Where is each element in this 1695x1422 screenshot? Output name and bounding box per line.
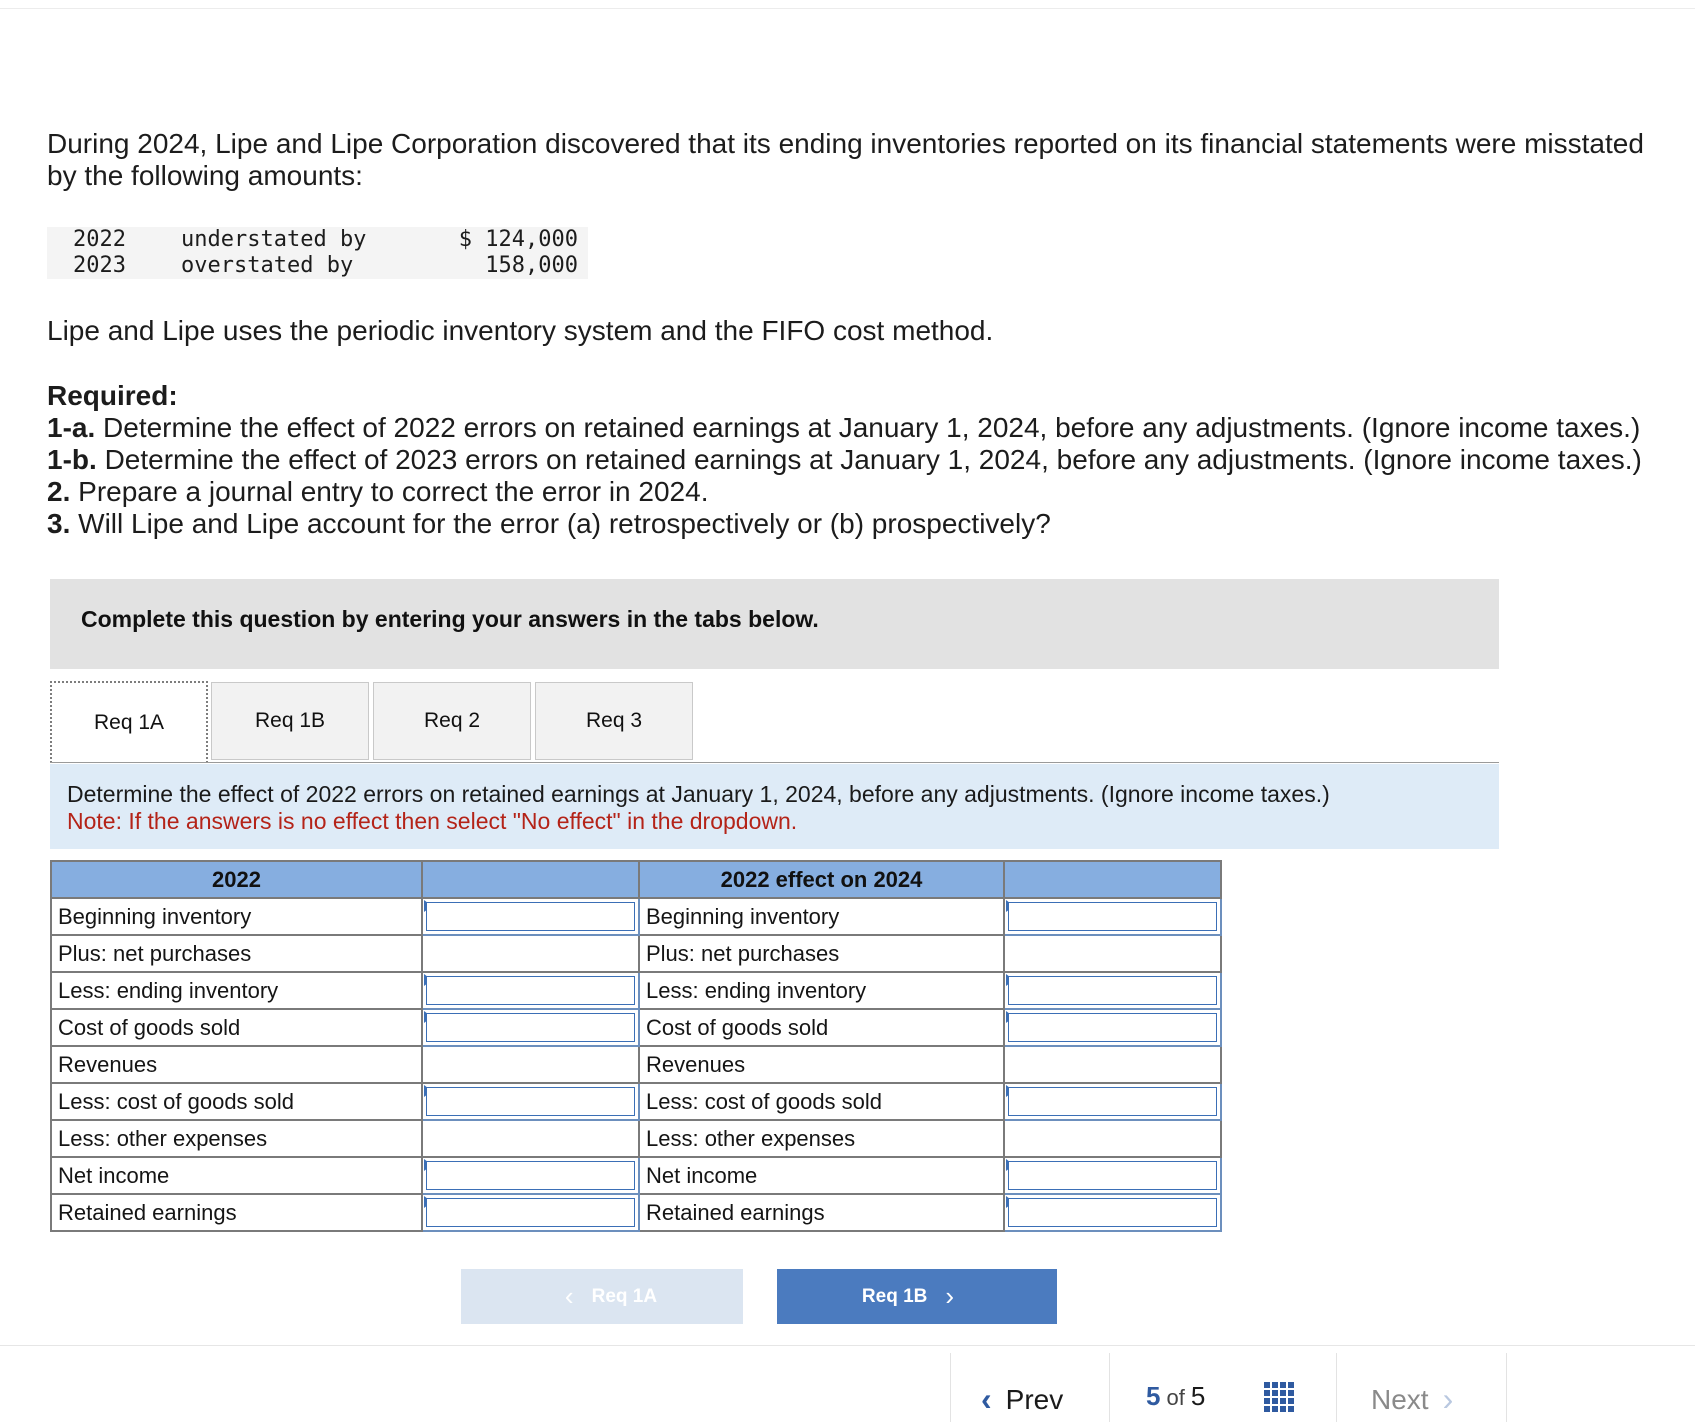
pager-separator <box>1336 1353 1337 1422</box>
table-row <box>51 1009 1221 1046</box>
table-row <box>51 898 1221 935</box>
misstatement-table <box>47 227 588 279</box>
misstatement-description: overstated by <box>181 253 354 278</box>
next-question-button[interactable] <box>1371 1381 1453 1418</box>
table-row <box>51 1083 1221 1120</box>
amount-dropdown-2022[interactable] <box>422 1083 639 1120</box>
amount-dropdown-2024[interactable] <box>1004 972 1221 1009</box>
row-label-2024: Net income <box>639 1157 1004 1194</box>
header-2022: 2022 <box>51 861 422 898</box>
footer-divider <box>0 1345 1695 1346</box>
question-counter <box>1146 1381 1205 1412</box>
next-req-label: Req 1B <box>861 1285 928 1307</box>
row-label-2024: Less: ending inventory <box>639 972 1004 1009</box>
row-label-2024: Beginning inventory <box>639 898 1004 935</box>
amount-cell-2024 <box>1004 935 1221 972</box>
table-header-row <box>51 861 1221 898</box>
of-label: of <box>1166 1385 1185 1410</box>
chevron-right-icon: › <box>1442 1381 1454 1417</box>
prev-question-button[interactable] <box>981 1381 1063 1418</box>
amount-dropdown-2024[interactable] <box>1004 1009 1221 1046</box>
amount-cell-2024 <box>1004 1120 1221 1157</box>
amount-cell-2022 <box>422 1120 639 1157</box>
required-heading: Required: <box>47 380 178 411</box>
amount-cell-2022 <box>422 935 639 972</box>
prev-question-label: Prev <box>1005 1383 1064 1415</box>
misstatement-year: 2022 <box>73 227 126 252</box>
misstatement-description: understated by <box>181 227 367 252</box>
instruction-text: Determine the effect of 2022 errors on retained earnings at January 1, 2024, before any adjustments. (Ignore income taxes.) <box>67 781 1330 807</box>
row-label-2022: Revenues <box>51 1046 422 1083</box>
row-label-2022: Cost of goods sold <box>51 1009 422 1046</box>
required-item-text: Determine the effect of 2022 errors on retained earnings at January 1, 2024, before any adjustments. (Ignore income taxes.) <box>103 412 1641 443</box>
header-blank <box>422 861 639 898</box>
amount-dropdown-2024[interactable] <box>1004 1194 1221 1231</box>
amount-dropdown-2022[interactable] <box>422 898 639 935</box>
misstatement-year: 2023 <box>73 253 126 278</box>
row-label-2022: Retained earnings <box>51 1194 422 1231</box>
method-text: Lipe and Lipe uses the periodic inventory system and the FIFO cost method. <box>47 315 994 346</box>
row-label-2024: Plus: net purchases <box>639 935 1004 972</box>
row-label-2022: Less: other expenses <box>51 1120 422 1157</box>
misstatement-row <box>47 253 588 279</box>
row-label-2022: Net income <box>51 1157 422 1194</box>
amount-dropdown-2022[interactable] <box>422 1157 639 1194</box>
table-row <box>51 1194 1221 1231</box>
required-section <box>47 380 1687 540</box>
row-label-2024: Cost of goods sold <box>639 1009 1004 1046</box>
misstatement-amount: $ 124,000 <box>458 227 578 252</box>
required-item <box>47 412 1687 444</box>
required-item-number: 2. <box>47 476 71 507</box>
row-label-2022: Plus: net purchases <box>51 935 422 972</box>
row-label-2022: Less: cost of goods sold <box>51 1083 422 1120</box>
prev-req-button[interactable] <box>461 1269 743 1324</box>
amount-dropdown-2022[interactable] <box>422 1194 639 1231</box>
row-label-2024: Retained earnings <box>639 1194 1004 1231</box>
row-label-2024: Revenues <box>639 1046 1004 1083</box>
row-label-2022: Less: ending inventory <box>51 972 422 1009</box>
prev-req-label: Req 1A <box>591 1285 658 1307</box>
required-item <box>47 444 1687 476</box>
tab-req-1b[interactable]: Req 1B <box>211 682 369 760</box>
required-item <box>47 508 1687 540</box>
instructions-panel <box>50 579 1499 669</box>
amount-cell-2022 <box>422 1046 639 1083</box>
amount-cell-2024 <box>1004 1046 1221 1083</box>
tab-req-1a[interactable]: Req 1A <box>50 681 208 763</box>
misstatement-row <box>47 227 588 253</box>
total-questions: 5 <box>1190 1381 1206 1411</box>
current-question: 5 <box>1146 1381 1161 1411</box>
question-pager <box>950 1353 1507 1422</box>
table-row <box>51 1046 1221 1083</box>
required-item <box>47 476 1687 508</box>
amount-dropdown-2022[interactable] <box>422 972 639 1009</box>
header-2022-effect-on-2024: 2022 effect on 2024 <box>639 861 1004 898</box>
chevron-right-icon: › <box>945 1281 955 1311</box>
table-row <box>51 972 1221 1009</box>
table-row <box>51 1157 1221 1194</box>
required-item-number: 3. <box>47 508 71 539</box>
tab-divider <box>50 762 1499 763</box>
tab-req-2[interactable]: Req 2 <box>373 682 531 760</box>
question-grid-icon[interactable] <box>1264 1382 1294 1412</box>
row-label-2024: Less: other expenses <box>639 1120 1004 1157</box>
amount-dropdown-2024[interactable] <box>1004 1157 1221 1194</box>
problem-intro: During 2024, Lipe and Lipe Corporation discovered that its ending inventories reported on its financial statements were misstated by the following amounts: <box>47 128 1644 191</box>
tab-req-3[interactable]: Req 3 <box>535 682 693 760</box>
next-req-button[interactable] <box>777 1269 1057 1324</box>
amount-dropdown-2024[interactable] <box>1004 898 1221 935</box>
top-divider <box>0 8 1695 9</box>
amount-dropdown-2022[interactable] <box>422 1009 639 1046</box>
chevron-left-icon: ‹ <box>981 1381 992 1417</box>
panel-heading: Complete this question by entering your answers in the tabs below. <box>81 606 819 632</box>
amount-dropdown-2024[interactable] <box>1004 1083 1221 1120</box>
required-item-text: Will Lipe and Lipe account for the error (a) retrospectively or (b) prospectively? <box>78 508 1051 539</box>
row-label-2022: Beginning inventory <box>51 898 422 935</box>
effect-table <box>50 860 1222 1232</box>
tab-bar <box>50 681 1499 763</box>
instruction-note: Note: If the answers is no effect then select "No effect" in the dropdown. <box>67 808 798 834</box>
required-item-text: Prepare a journal entry to correct the error in 2024. <box>78 476 709 507</box>
pager-separator <box>1109 1353 1110 1422</box>
table-row <box>51 1120 1221 1157</box>
misstatement-amount: 158,000 <box>485 253 578 278</box>
header-blank <box>1004 861 1221 898</box>
required-item-number: 1-b. <box>47 444 97 475</box>
row-label-2024: Less: cost of goods sold <box>639 1083 1004 1120</box>
chevron-left-icon: ‹ <box>564 1281 574 1311</box>
required-item-number: 1-a. <box>47 412 96 443</box>
question-instruction <box>50 764 1499 849</box>
table-row <box>51 935 1221 972</box>
required-item-text: Determine the effect of 2023 errors on retained earnings at January 1, 2024, before any adjustments. (Ignore income taxes.) <box>104 444 1642 475</box>
next-question-label: Next <box>1371 1383 1429 1415</box>
